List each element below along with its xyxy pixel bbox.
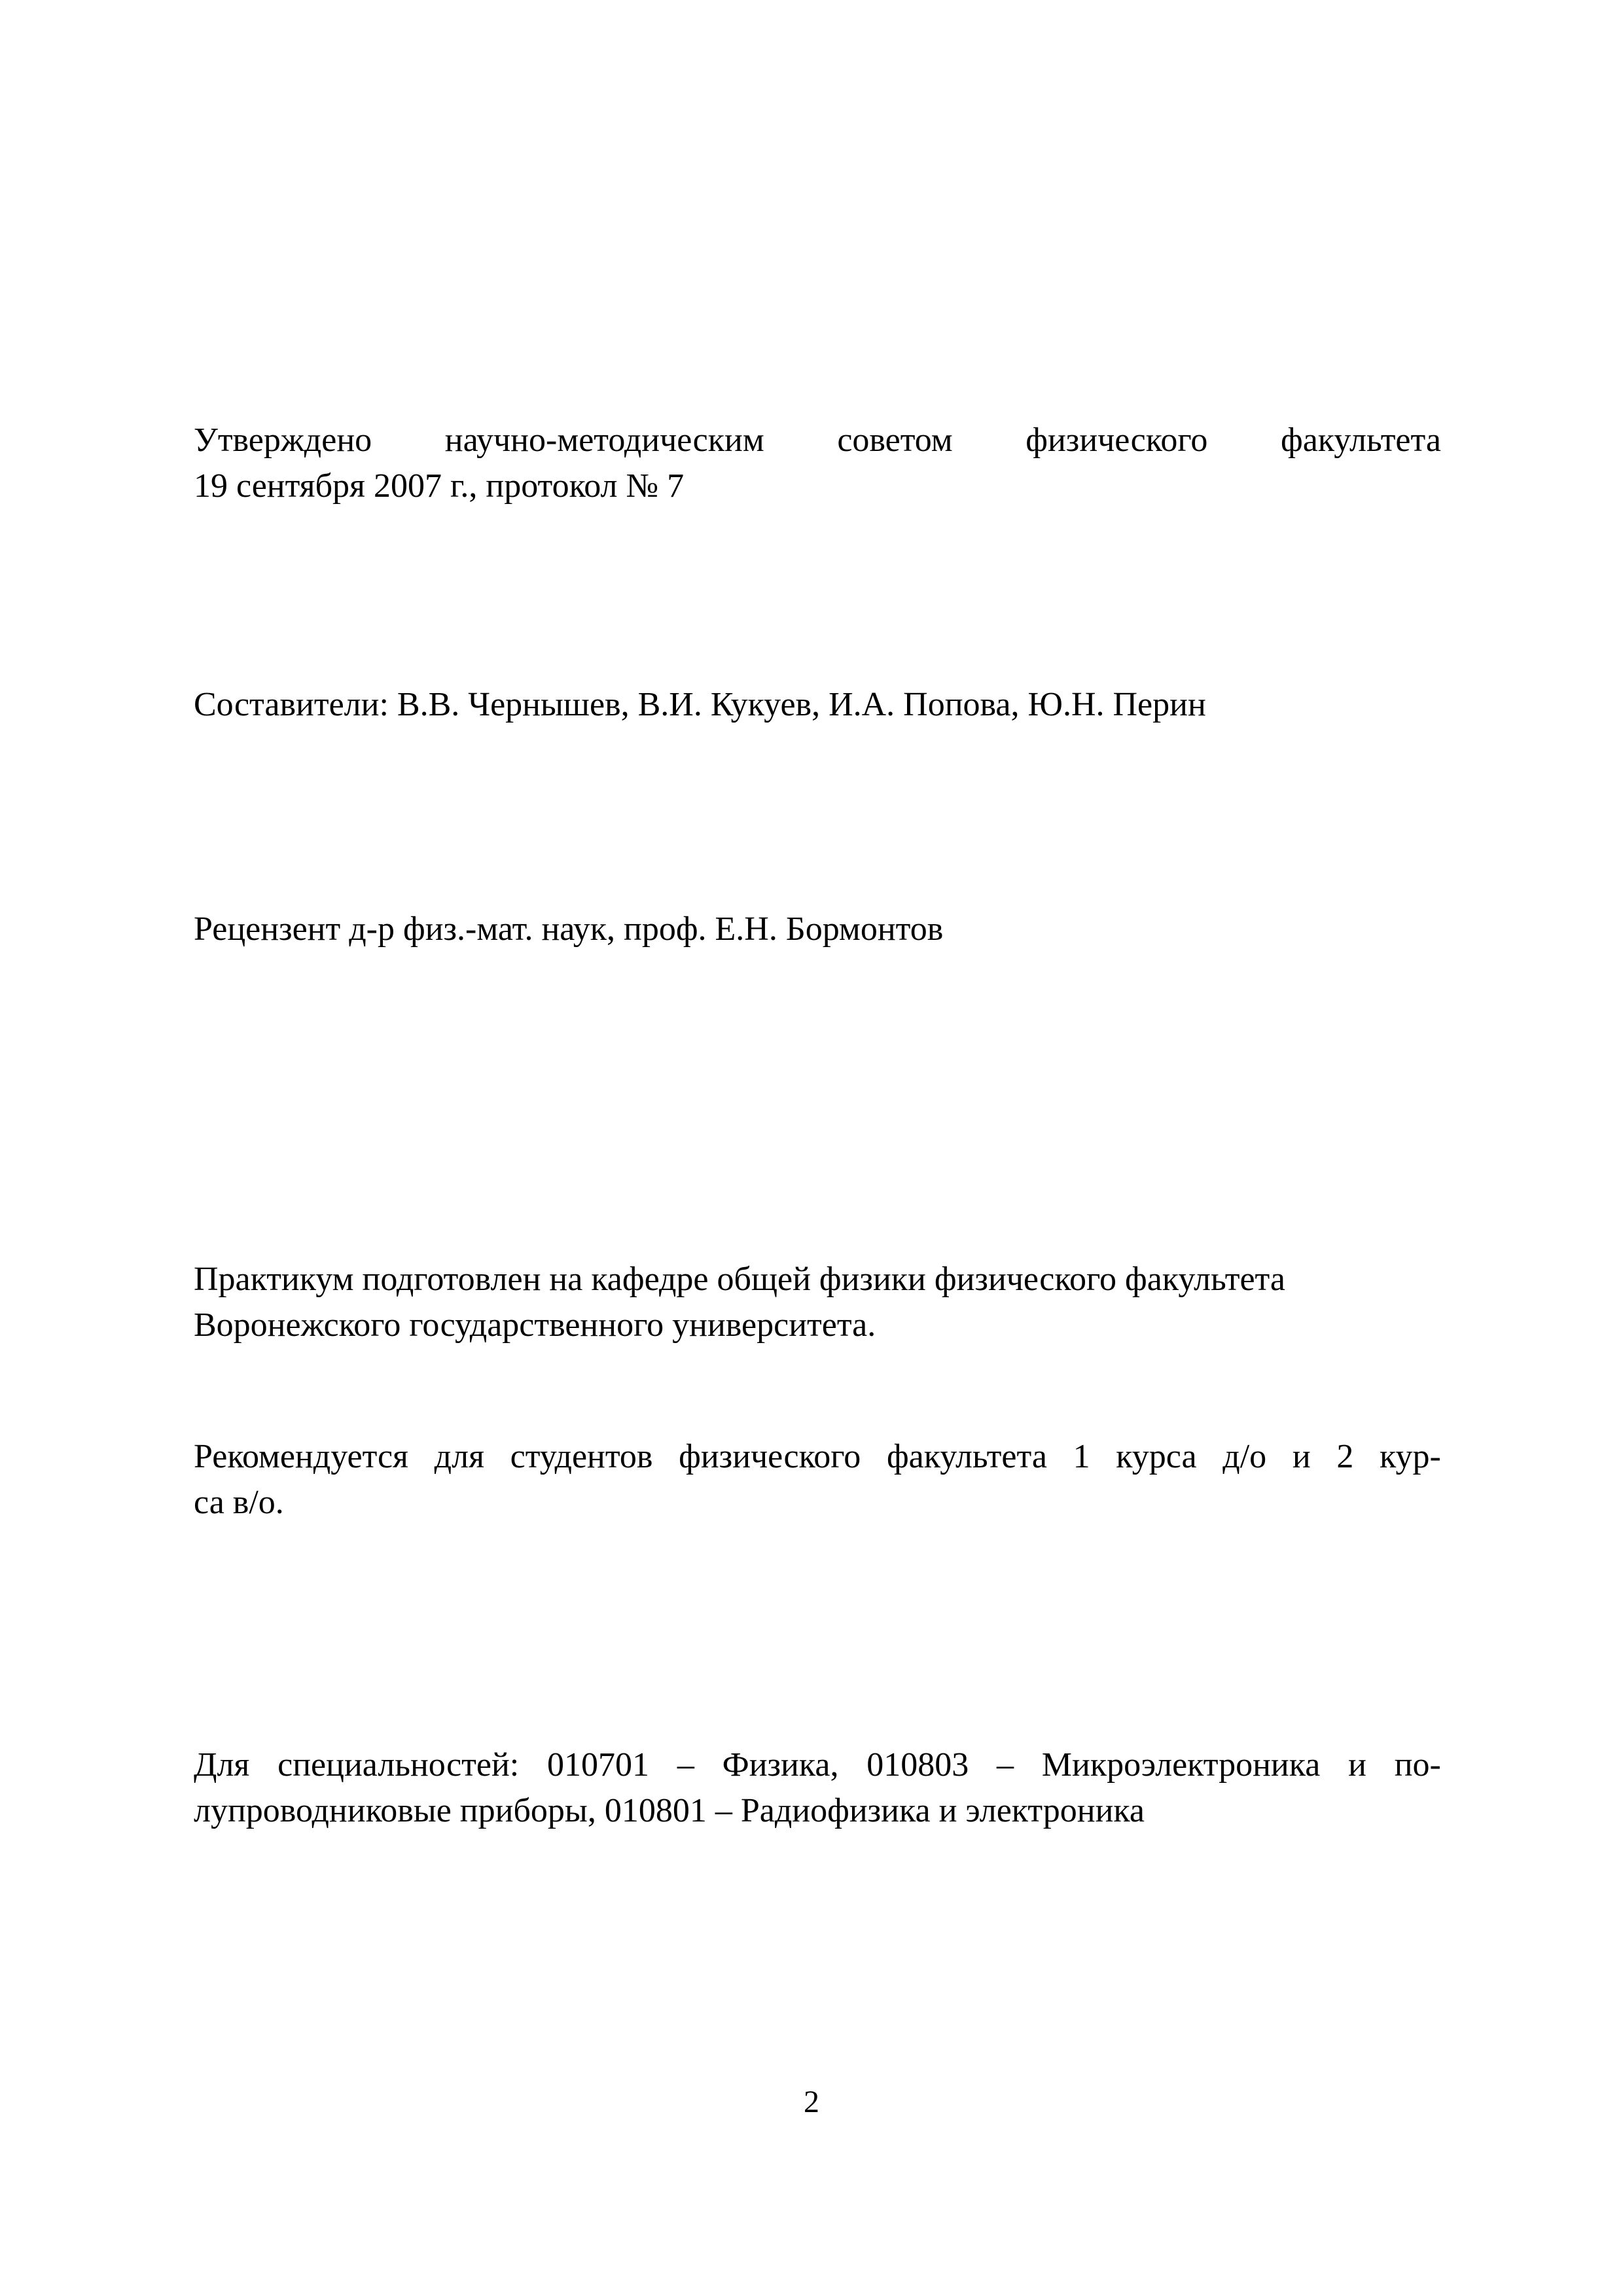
specialties-word: Для xyxy=(194,1746,250,1784)
specialties-line-2: лупроводниковые приборы, 010801 – Радиофизика и электроника xyxy=(194,1792,1145,1829)
approval-word: научно-методическим xyxy=(444,422,764,459)
recommendation-line-1 xyxy=(194,1434,1441,1480)
prepared-note xyxy=(194,1257,1441,1348)
recommendation-word: д/о xyxy=(1222,1438,1267,1475)
recommendation-word: физического xyxy=(679,1438,861,1475)
prepared-line-1: Практикум подготовлен на кафедре общей физики физического факультета xyxy=(194,1261,1285,1298)
recommendation-word: для xyxy=(434,1438,484,1475)
specialties-word: – xyxy=(997,1746,1014,1784)
specialties-word: Физика, xyxy=(722,1746,839,1784)
recommendation-word: кур- xyxy=(1380,1438,1441,1475)
specialties-word: по- xyxy=(1394,1746,1441,1784)
specialties-word: 010803 xyxy=(866,1746,969,1784)
recommendation-line-2: са в/о. xyxy=(194,1484,284,1521)
compilers-line: Составители: В.В. Чернышев, В.И. Кукуев, И.А. Попова, Ю.Н. Перин xyxy=(194,686,1206,723)
approval-line-2: 19 сентября 2007 г., протокол № 7 xyxy=(194,467,685,505)
prepared-line-2: Воронежского государственного университета. xyxy=(194,1306,876,1344)
specialties-word: Микроэлектроника xyxy=(1041,1746,1321,1784)
approval-word: Утверждено xyxy=(194,422,372,459)
approval-word: физического xyxy=(1026,422,1208,459)
specialties-word: специальностей: xyxy=(277,1746,520,1784)
recommendation-word: факультета xyxy=(886,1438,1047,1475)
approval-word: советом xyxy=(837,422,953,459)
reviewer-note xyxy=(194,906,1441,952)
approval-line-1 xyxy=(194,418,1441,463)
reviewer-line: Рецензент д-р физ.-мат. наук, проф. Е.Н. Бормонтов xyxy=(194,910,944,948)
specialties-word: – xyxy=(677,1746,694,1784)
recommendation-word: 1 xyxy=(1073,1438,1090,1475)
recommendation-word: студентов xyxy=(510,1438,653,1475)
recommendation-word: Рекомендуется xyxy=(194,1438,408,1475)
compilers-note xyxy=(194,682,1441,728)
approval-word: факультета xyxy=(1281,422,1441,459)
page-number: 2 xyxy=(804,2085,819,2119)
approval-note xyxy=(194,418,1441,509)
specialties-word: и xyxy=(1348,1746,1366,1784)
recommendation-word: курса xyxy=(1116,1438,1197,1475)
recommendation-word: 2 xyxy=(1336,1438,1354,1475)
specialties-note xyxy=(194,1742,1441,1834)
recommendation-note xyxy=(194,1434,1441,1526)
recommendation-word: и xyxy=(1292,1438,1311,1475)
specialties-word: 010701 xyxy=(547,1746,650,1784)
specialties-line-1 xyxy=(194,1742,1441,1788)
